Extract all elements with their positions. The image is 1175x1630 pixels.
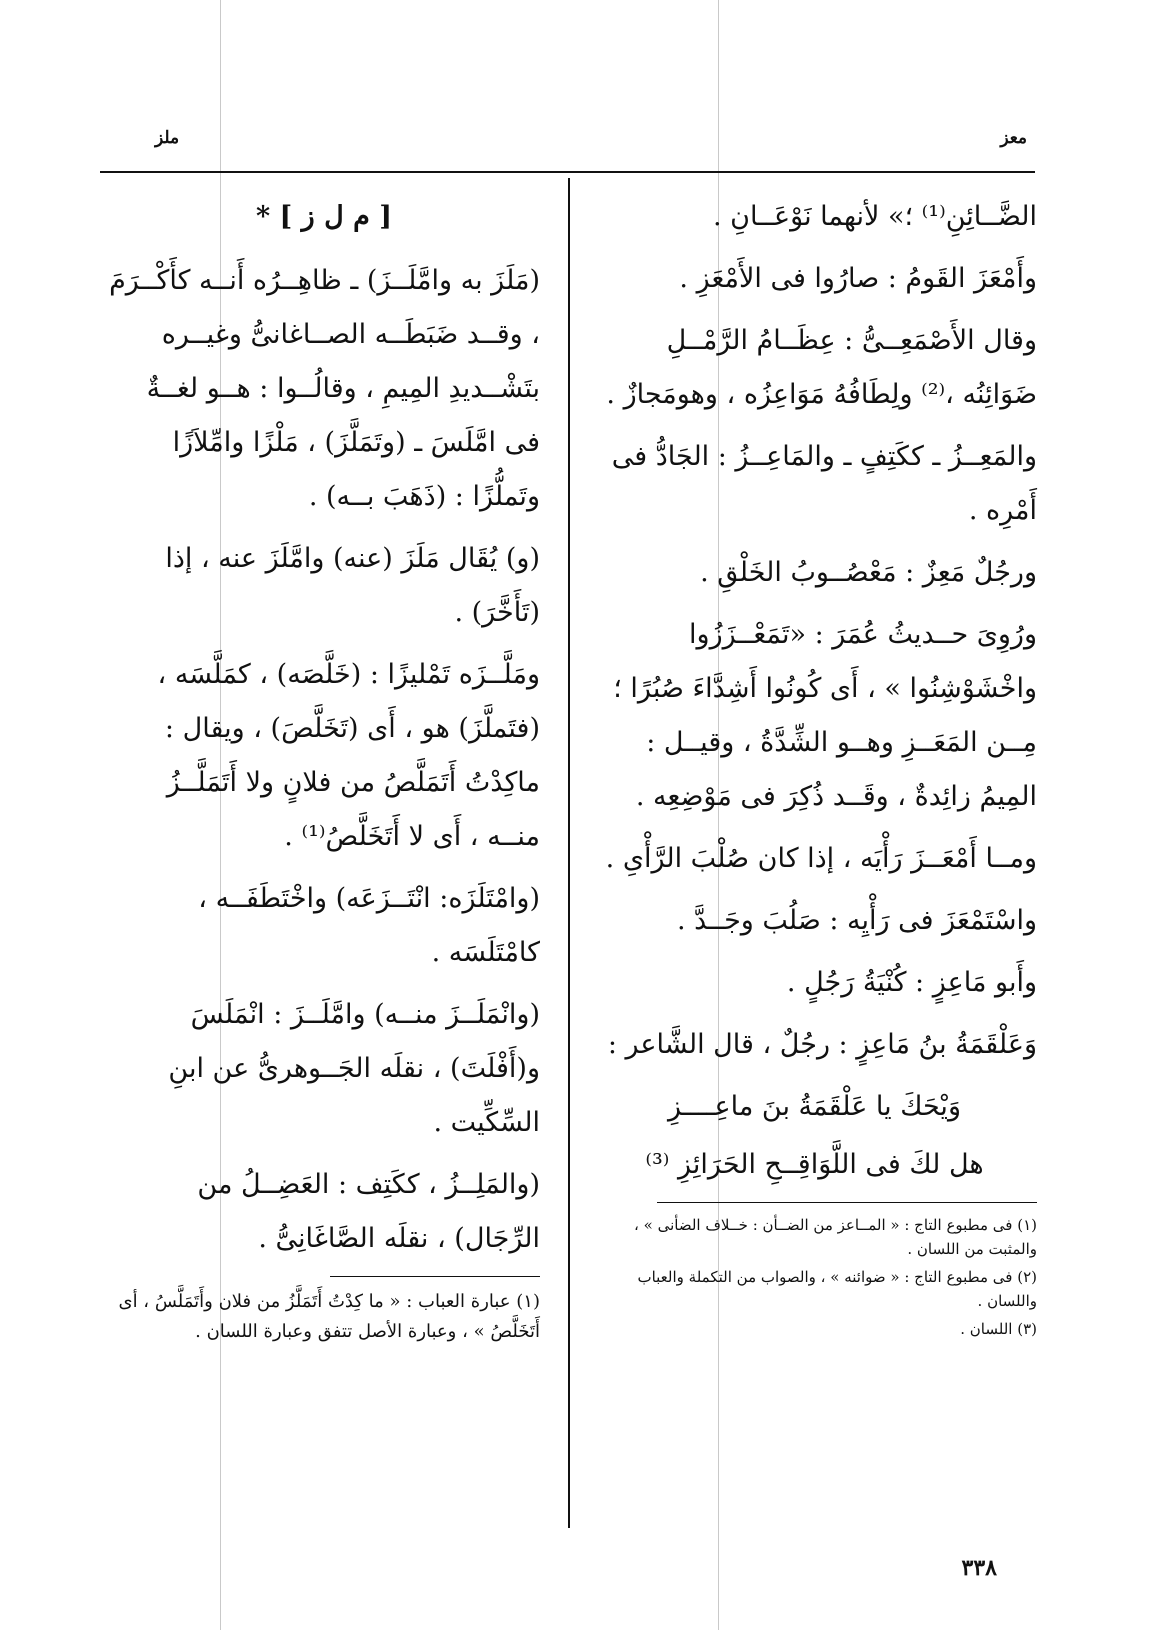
entry-paragraph: والمَعِــزُ ـ ككَتِفٍ ـ والمَاعِــزُ : الجَادُّ فى أَمْرِه . (611, 441, 1037, 526)
footnote: (١) فى مطبوع التاج : « المــاعز من الضــأن : خــلاف الضأنى » ، والمثبت من اللسان . (634, 1216, 1037, 1258)
entry-paragraph: الضَّــائِنِ⁽¹⁾ ؛» لأنهما نَوْعَــانِ . (712, 201, 1037, 232)
entry-paragraph: ومَلَّــزَه تَمْليزًا : (خَلَّصَه) ، كمَلَّسَه ، (فتَملَّزَ) هو ، أَى (تَخَلَّصَ) ، ويقال : ماكِدْتُ أَتَمَلَّصُ من فلانٍ ولا أَتَمَلَّــزُ منــه ، أَى لا أَتَخَلَّصُ⁽¹⁾ . (157, 659, 540, 852)
footnote: (١) عبارة العباب : « ما كِدْتُ أَتَمَلَّزُ من فلان وأَتَمَلَّسُ ، أى أَتَخَلَّصُ » ، وعبارة الأصل تتفق وعبارة اللسان . (118, 1291, 540, 1342)
entry-paragraph: (و) يُقَال مَلَزَ (عنه) وامَّلَزَ عنه ، إذا (تَأَخَّرَ) . (165, 543, 540, 628)
entry-paragraph: ورُوِىَ حــديثُ عُمَرَ : «تَمَعْــزَزُوا واخْشَوْشِنُوا » ، أَى كُونُوا أَشِدَّاءَ صُبُرًا ؛ مِــن المَعَــزِ وهــو الشِّدَّةُ ، وقيــل : المِيمُ زائِدةٌ ، وقَــد ذُكِرَ فى مَوْضِعِه . (613, 619, 1037, 812)
entry-paragraph: ورجُلٌ مَعِزٌ : مَعْصُــوبُ الخَلْقِ . (700, 557, 1037, 588)
entry-paragraph: وأَبو مَاعِزٍ : كُنْيَةُ رَجُلٍ . (786, 967, 1037, 998)
entry-paragraph: وقال الأَصْمَعِــىُّ : عِظَــامُ الرَّمْــلِ ضَوَائِنُه ،⁽²⁾ ولِطَافُهُ مَوَاعِزُه ، وهومَجازٌ . (606, 325, 1037, 410)
verse-line: هل لكَ فى اللَّوَاقِــحِ الحَرَائِزِ ⁽³⁾ (645, 1149, 984, 1180)
column-divider (568, 178, 570, 1528)
footnote-rule (330, 1276, 540, 1277)
footnote: (٣) اللسان . (960, 1320, 1037, 1338)
entry-paragraph: وَعَلْقَمَةُ بنُ مَاعِزٍ : رجُلٌ ، قال الشَّاعر : (607, 1029, 1037, 1060)
entry-paragraph: واسْتَمْعَزَ فى رَأْيِه : صَلُبَ وجَــدَّ . (676, 905, 1037, 936)
footnote-rule (657, 1202, 1037, 1203)
entry-paragraph: (والمَلِــزُ ، ككَتِف : العَضِــلُ من الرِّجَال) ، نقلَه الصَّاغَانِىُّ . (197, 1169, 540, 1254)
running-header-left: ملز (155, 128, 180, 148)
page-number: ٣٣٨ (961, 1555, 997, 1581)
entry-paragraph: وأَمْعَزَ القَومُ : صارُوا فى الأَمْعَزِ . (679, 263, 1037, 294)
right-column (592, 190, 1037, 1345)
footnote: (٢) فى مطبوع التاج : « ضوائنه » ، والصواب من التكملة والعباب واللسان . (637, 1268, 1037, 1310)
left-column (108, 190, 540, 1351)
entry-paragraph: (وامْتَلَزَه: انْتَــزَعَه) واخْتَطَفَــه ، كامْتَلَسَه . (198, 883, 540, 968)
entry-title: [ م ل ز ] * (255, 201, 393, 232)
running-header-right: معز (1000, 128, 1027, 148)
entry-paragraph: (وانْمَلَــزَ منــه) وامَّلَــزَ : انْمَلَسَ و(أَفْلَتَ) ، نقلَه الجَــوهرىُّ عن ابنِ السِّكِّيت . (168, 999, 540, 1138)
header-rule (100, 171, 1035, 173)
entry-paragraph: ومــا أَمْعَــزَ رَأْيَه ، إذا كان صُلْبَ الرَّأْىِ . (605, 843, 1037, 874)
verse-line: وَيْحَكَ يا عَلْقَمَةُ بنَ ماعِــــزِ (667, 1091, 961, 1122)
entry-paragraph: (مَلَزَ به وامَّلَــزَ) ـ ظاهِــرُه أَنــه كأَكْــرَمَ ، وقــد ضَبَطَــه الصــاغانىُّ وغيــره بتَشْــديدِ المِيمِ ، وقالُــوا : هــو لغــةٌ فى امَّلَسَ ـ (وتَمَلَّزَ) ، مَلْزًا وامِّلاَزًا وتَملُّزًا : (ذَهَبَ بــه) . (109, 265, 540, 512)
